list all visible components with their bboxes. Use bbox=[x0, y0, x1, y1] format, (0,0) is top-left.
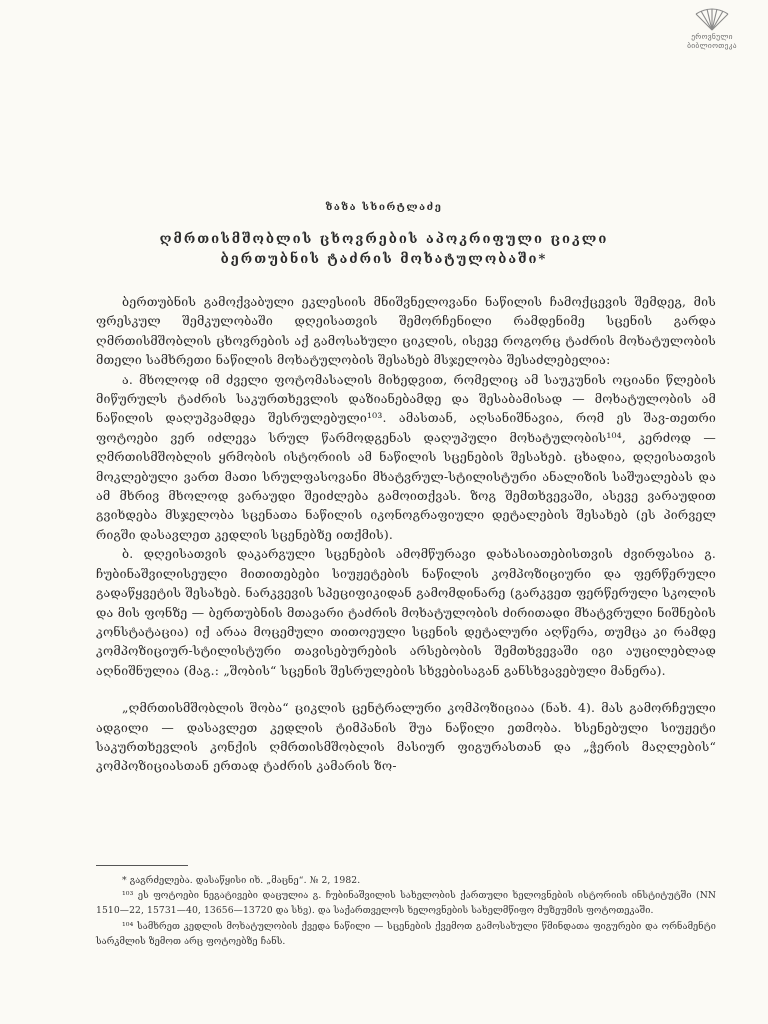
library-logo bbox=[678, 8, 746, 50]
paragraph-intro: ბერთუბნის გამოქვაბული ეკლესიის მნიშვნელოვანი ნაწილის ჩამოქცევის შემდეგ, მის ფრესკულ შემკულობაში დღეისათვის შემორჩენილი რამდენიმე სცენის გარდა ღმრთისმშობლის ცხოვრების აქ გამოსახული ციკლის, ისევე როგორც ტაძრის მოხატულობის მთელი სამხრეთი ნაწილის მოხატულობის შესახებ მსჯელობა შესაძლებელია: bbox=[96, 294, 716, 368]
title-line-1: ღმრთისმშობლის ცხოვრების აპოკრიფული ციკლი bbox=[159, 232, 609, 247]
paragraph-a: ა. მხოლოდ იმ ძველი ფოტომასალის მიხედვით, რომელიც ამ საუკუნის ოციანი წლების მიწურულს ტაძრის საკურთხევლის დაზიანებამდე და შესაბამისად — მოხატულობის ამ ნაწილის დაღუპვამდეა შესრულებული¹⁰³. ამასთან, აღსანიშნავია, რომ ეს შავ-თეთრი ფოტოები ვერ იძლევა სრულ წარმოდგენას დაღუპული მოხატულობის¹⁰⁴, კერძოდ — ღმრთისმშობლის ყრმობის ისტორიის ამ ნაწილის სცენების შესახებ. ცხადია, დღეისათვის მოკლებული ვართ მათი სრულფასოვანი მხატვრულ-სტილისტური ანალიზის საშუალებას და ამ მხრივ მხოლოდ ვარაუდი შეიძლება გამოითქვას. ზოგ შემთხვევაში, ასევე ვარაუდით გვიხდება მსჯელობა სცენათა ნაწილის იკონოგრაფიული დეტალების შესახებ (ეს პირველ რიგში დასავლეთ კედლის სცენებზე ითქმის). bbox=[96, 371, 716, 542]
logo-text-line1: ეროვნული bbox=[691, 32, 733, 41]
article-title bbox=[0, 230, 768, 270]
footnote-star: * გაგრძელება. დასაწყისი იხ. „მაცნე“. № 2, 1982. bbox=[122, 875, 361, 886]
footnote-104: ¹⁰⁴ სამხრეთ კედლის მოხატულობის ქვედა ნაწილი — სცენების ქვემოთ გამოსახული წმინდათა ფიგურები და ორნამენტი სარკმლის ზემოთ არც ფოტოებზე ჩანს. bbox=[96, 920, 716, 947]
footnotes bbox=[96, 873, 716, 949]
paragraph-b: ბ. დღეისათვის დაკარგული სცენების ამომწურავი დახასიათებისთვის ძვირფასია გ. ჩუბინაშვილისეული მითითებები სიუჟეტების ნაწილის კომპოზიციური და ფერწერული გადაწყვეტის შესახებ. ნარკვევის სპეციფიკიდან გამომდინარე (გარკვეთ ფერწერული სკოლის და მის ფონზე — ბერთუბნის მთავარი ტაძრის მოხატულობის ძირითადი მხატვრული ნიშნების კონსტატაცია) იქ არაა მოცემული თითოეული სცენის დეტალური აღწერა, თუმცა კი რამდე კომპოზიციურ-სტილისტური თავისებურების არსებობის შემთხვევაში იგი აუცილებლად აღნიშნულია (მაგ.: „შობის“ სცენის შესრულების სხვებისაგან განსხვავებული მანერა). bbox=[96, 546, 716, 678]
footnote-divider bbox=[96, 865, 188, 866]
title-line-2: ბერთუბნის ტაძრის მოხატულობაში* bbox=[220, 252, 548, 267]
footnote-103: ¹⁰³ ეს ფოტოები ნეგატივები დაცულია გ. ჩუბინაშვილის სახელობის ქართული ხელოვნების ისტორიის ინსტიტუტში (NN 1510—22, 15731—40, 13656—13720 და სხვ). და საქართველოს ხელოვნების სახელმწიფო მუზეუმის ფოტოთეკაში. bbox=[96, 890, 716, 917]
logo-text-line2: ბიბლიოთეკა bbox=[687, 41, 737, 50]
author-name: ზაზა სხირტლაძე bbox=[325, 202, 443, 213]
paragraph-nativity: „ღმრთისმშობლის შობა“ ციკლის ცენტრალური კომპოზიციაა (ნახ. 4). მას გამორჩეული ადგილი — დასავლეთ კედლის ტიმპანის შუა ნაწილი ეთმობა. ხსენებული სიუჟეტი საკურთხევლის კონქის ღმრთისმშობლის მასიურ ფიგურასთან და „ჭერის მაღლების“ კომპოზიციასთან ერთად ტაძრის კამარის ზო- bbox=[96, 700, 716, 774]
fan-logo-icon bbox=[692, 8, 732, 32]
article-body bbox=[96, 292, 716, 776]
